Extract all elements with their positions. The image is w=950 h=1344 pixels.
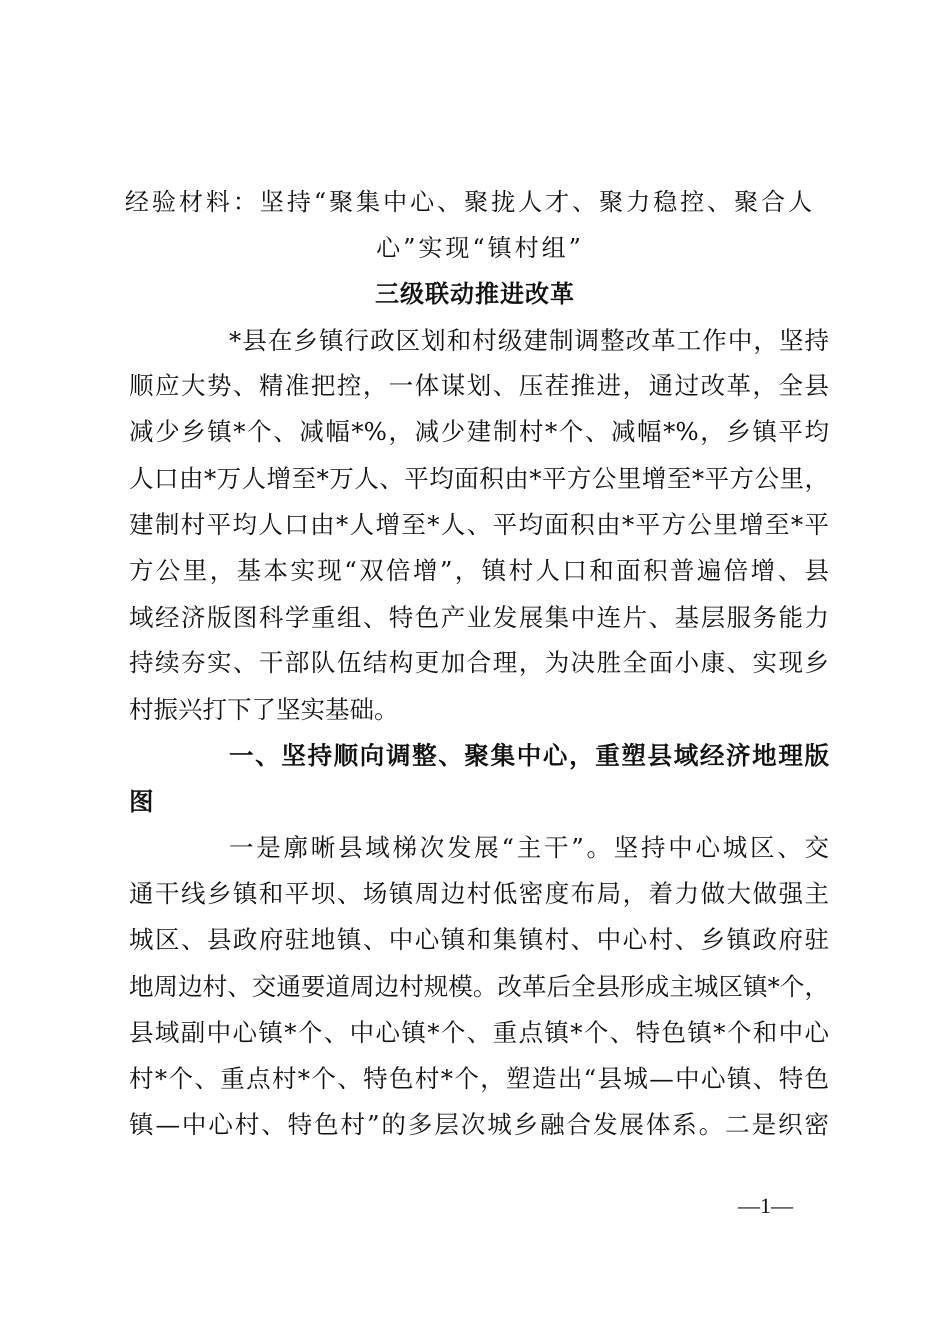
page-number: —1—	[738, 1193, 793, 1218]
title-line-3: 三级联动推进改革	[375, 280, 575, 308]
body-line: 顺应大势、精准把控，一体谋划、压茬推进，通过改革，全县	[129, 371, 829, 400]
body-line: 人口由*万人增至*万人、平均面积由*平方公里增至*平方公里，	[129, 464, 829, 493]
section-heading-continued: 图	[129, 787, 154, 816]
body-line: 建制村平均人口由*人增至*人、平均面积由*平方公里增至*平	[129, 510, 829, 539]
body-line: 方公里，基本实现“双倍增”，镇村人口和面积普遍倍增、县	[129, 556, 829, 585]
body-line: 通干线乡镇和平坝、场镇周边村低密度布局，着力做大做强主	[129, 879, 829, 908]
body-line: 一是廓晰县域梯次发展“主干”。坚持中心城区、交	[229, 833, 829, 862]
body-line: 县域副中心镇*个、中心镇*个、重点镇*个、特色镇*个和中心	[129, 1018, 829, 1047]
body-line: 村*个、重点村*个、特色村*个，塑造出“县城—中心镇、特色	[129, 1064, 829, 1093]
body-line: 持续夯实、干部队伍结构更加合理，为决胜全面小康、实现乡	[129, 648, 829, 677]
body-line: *县在乡镇行政区划和村级建制调整改革工作中，坚持	[229, 326, 829, 355]
title-line-1: 经验材料：坚持“聚集中心、聚拢人才、聚力稳控、聚合人	[124, 188, 816, 216]
section-heading: 一、坚持顺向调整、聚集中心，重塑县域经济地理版	[229, 741, 829, 770]
body-line: 城区、县政府驻地镇、中心镇和集镇村、中心村、乡镇政府驻	[129, 925, 829, 954]
body-line: 减少乡镇*个、减幅*%，减少建制村*个、减幅*%，乡镇平均	[129, 417, 829, 446]
body-line: 村振兴打下了坚实基础。	[129, 695, 399, 724]
body-line: 镇—中心村、特色村”的多层次城乡融合发展体系。二是织密	[129, 1110, 829, 1139]
title-line-2: 心”实现“镇村组”	[376, 234, 584, 262]
body-line: 域经济版图科学重组、特色产业发展集中连片、基层服务能力	[129, 603, 829, 632]
body-line: 地周边村、交通要道周边村规模。改革后全县形成主城区镇*个，	[129, 972, 829, 1001]
